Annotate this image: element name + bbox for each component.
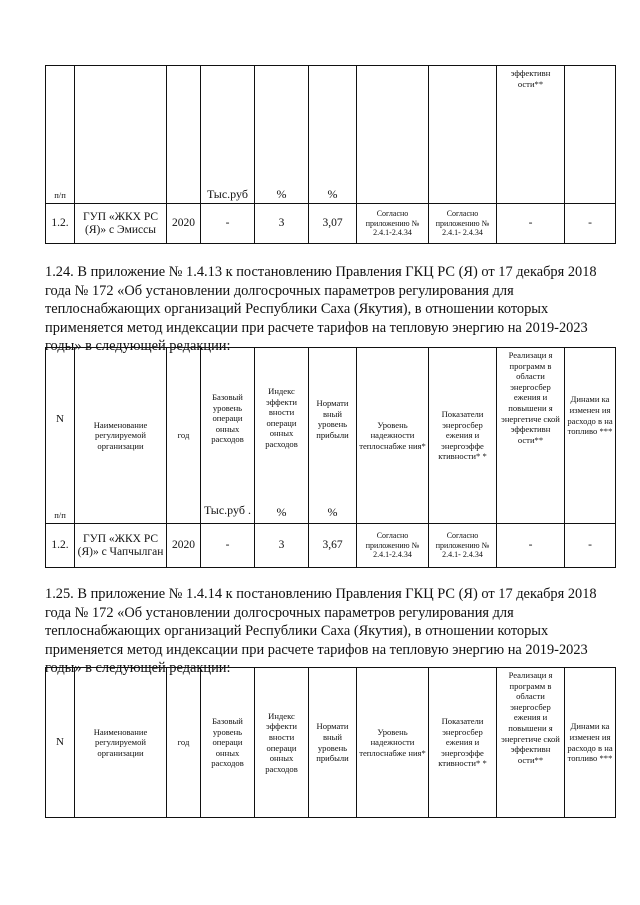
header-rel: Уровень надежности теплоснабже ния*	[357, 668, 429, 818]
header-prog: Реализаци я программ в области энергосбер ежения и повышени я энергетиче ской эффективн ости**	[497, 668, 565, 818]
header-n: N	[46, 668, 75, 818]
cell-n: 1.2.	[46, 524, 75, 568]
header-energy-cell	[429, 66, 497, 204]
paragraph-1-25	[45, 585, 615, 678]
header-prog: Реализаци я программ в области энергосбер ежения и повышени я энергетиче ской эффективн ости**	[497, 348, 565, 524]
table-row	[46, 204, 616, 244]
cell-org: ГУП «ЖКХ РС (Я)» с Чапчылган	[75, 524, 167, 568]
cell-prog: -	[497, 524, 565, 568]
header-org: Наименование регулируемой организации	[75, 668, 167, 818]
paragraph-line: года № 172 «Об установлении долгосрочных параметров регулирования для	[45, 604, 514, 621]
header-year: год	[167, 348, 201, 524]
header-base	[201, 348, 255, 524]
header-dyn: Динами ка изменен ия расходо в на топливо ***	[565, 668, 616, 818]
table-continuation	[45, 65, 616, 244]
paragraph-line: 1.25. В приложение № 1.4.14 к постановлению Правления ГКЦ РС (Я) от 17 декабря 2018	[45, 586, 597, 602]
header-unit-norm: %	[309, 66, 357, 204]
header-unit-norm: %	[327, 505, 338, 519]
header-dyn-cell	[565, 66, 616, 204]
header-year-cell	[167, 66, 201, 204]
header-unit-idx: %	[276, 505, 287, 519]
paragraph-line: применяется метод индексации при расчете тарифов на тепловую энергию на 2019-2023	[45, 319, 588, 336]
header-prog: эффективн ости**	[497, 66, 565, 204]
header-energy: Показатели энергосбер ежения и энергоэффе ктивности* *	[429, 348, 497, 524]
header-norm-label: Нормати вный уровень прибыли	[316, 398, 349, 440]
table-header-row	[46, 348, 616, 524]
header-np: п/п	[54, 510, 66, 521]
paragraph-line: 1.24. В приложение № 1.4.13 к постановлению Правления ГКЦ РС (Я) от 17 декабря 2018	[45, 264, 597, 280]
cell-n: 1.2.	[46, 204, 75, 244]
cell-year: 2020	[167, 524, 201, 568]
cell-idx: 3	[255, 204, 309, 244]
header-energy: Показатели энергосбер ежения и энергоэффе ктивности* *	[429, 668, 497, 818]
header-idx	[255, 348, 309, 524]
header-n-label: N	[56, 413, 64, 425]
header-unit-base: Тыс.руб .	[204, 503, 251, 517]
cell-energy: Согласно приложению № 2.4.1- 2.4.34	[429, 204, 497, 244]
header-np: п/п	[46, 66, 75, 204]
cell-rel: Согласно приложению № 2.4.1-2.4.34	[357, 204, 429, 244]
header-org: Наименование регулируемой организации	[75, 348, 167, 524]
cell-dyn: -	[565, 204, 616, 244]
cell-norm: 3,07	[309, 204, 357, 244]
header-unit-base: Тыс.руб	[201, 66, 255, 204]
table-row	[46, 524, 616, 568]
table-header-row	[46, 668, 616, 818]
header-unit-idx: %	[255, 66, 309, 204]
table-header-row	[46, 66, 616, 204]
header-rel-cell	[357, 66, 429, 204]
paragraph-line: года № 172 «Об установлении долгосрочных параметров регулирования для	[45, 282, 514, 299]
header-base: Базовый уровень операци онных расходов	[201, 668, 255, 818]
header-year: год	[167, 668, 201, 818]
cell-idx: 3	[255, 524, 309, 568]
table-1-4-13	[45, 347, 616, 568]
paragraph-1-24	[45, 263, 615, 356]
cell-org: ГУП «ЖКХ РС (Я)» с Эмиссы	[75, 204, 167, 244]
header-n	[46, 348, 75, 524]
paragraph-line: применяется метод индексации при расчете тарифов на тепловую энергию на 2019-2023	[45, 641, 588, 658]
cell-energy: Согласно приложению № 2.4.1- 2.4.34	[429, 524, 497, 568]
paragraph-line: теплоснабжающих организаций Республики Саха (Якутия), в отношении которых	[45, 623, 549, 640]
header-idx: Индекс эффекти вности операци онных расходов	[255, 668, 309, 818]
cell-rel: Согласно приложению № 2.4.1-2.4.34	[357, 524, 429, 568]
cell-year: 2020	[167, 204, 201, 244]
paragraph-line: теплоснабжающих организаций Республики Саха (Якутия), в отношении которых	[45, 301, 549, 318]
cell-prog: -	[497, 204, 565, 244]
cell-base: -	[201, 204, 255, 244]
cell-norm: 3,67	[309, 524, 357, 568]
header-org-cell	[75, 66, 167, 204]
paragraph-line: годы» в следующей редакции:	[45, 660, 231, 677]
header-dyn: Динами ка изменен ия расходо в на топливо ***	[565, 348, 616, 524]
cell-dyn: -	[565, 524, 616, 568]
cell-base: -	[201, 524, 255, 568]
header-base-label: Базовый уровень операци онных расходов	[211, 392, 244, 445]
header-idx-label: Индекс эффекти вности операци онных расходов	[265, 386, 298, 449]
table-1-4-14	[45, 667, 616, 818]
header-rel: Уровень надежности теплоснабже ния*	[357, 348, 429, 524]
header-norm	[309, 348, 357, 524]
paragraph-line: годы» в следующей редакции:	[45, 338, 231, 355]
header-norm: Нормати вный уровень прибыли	[309, 668, 357, 818]
